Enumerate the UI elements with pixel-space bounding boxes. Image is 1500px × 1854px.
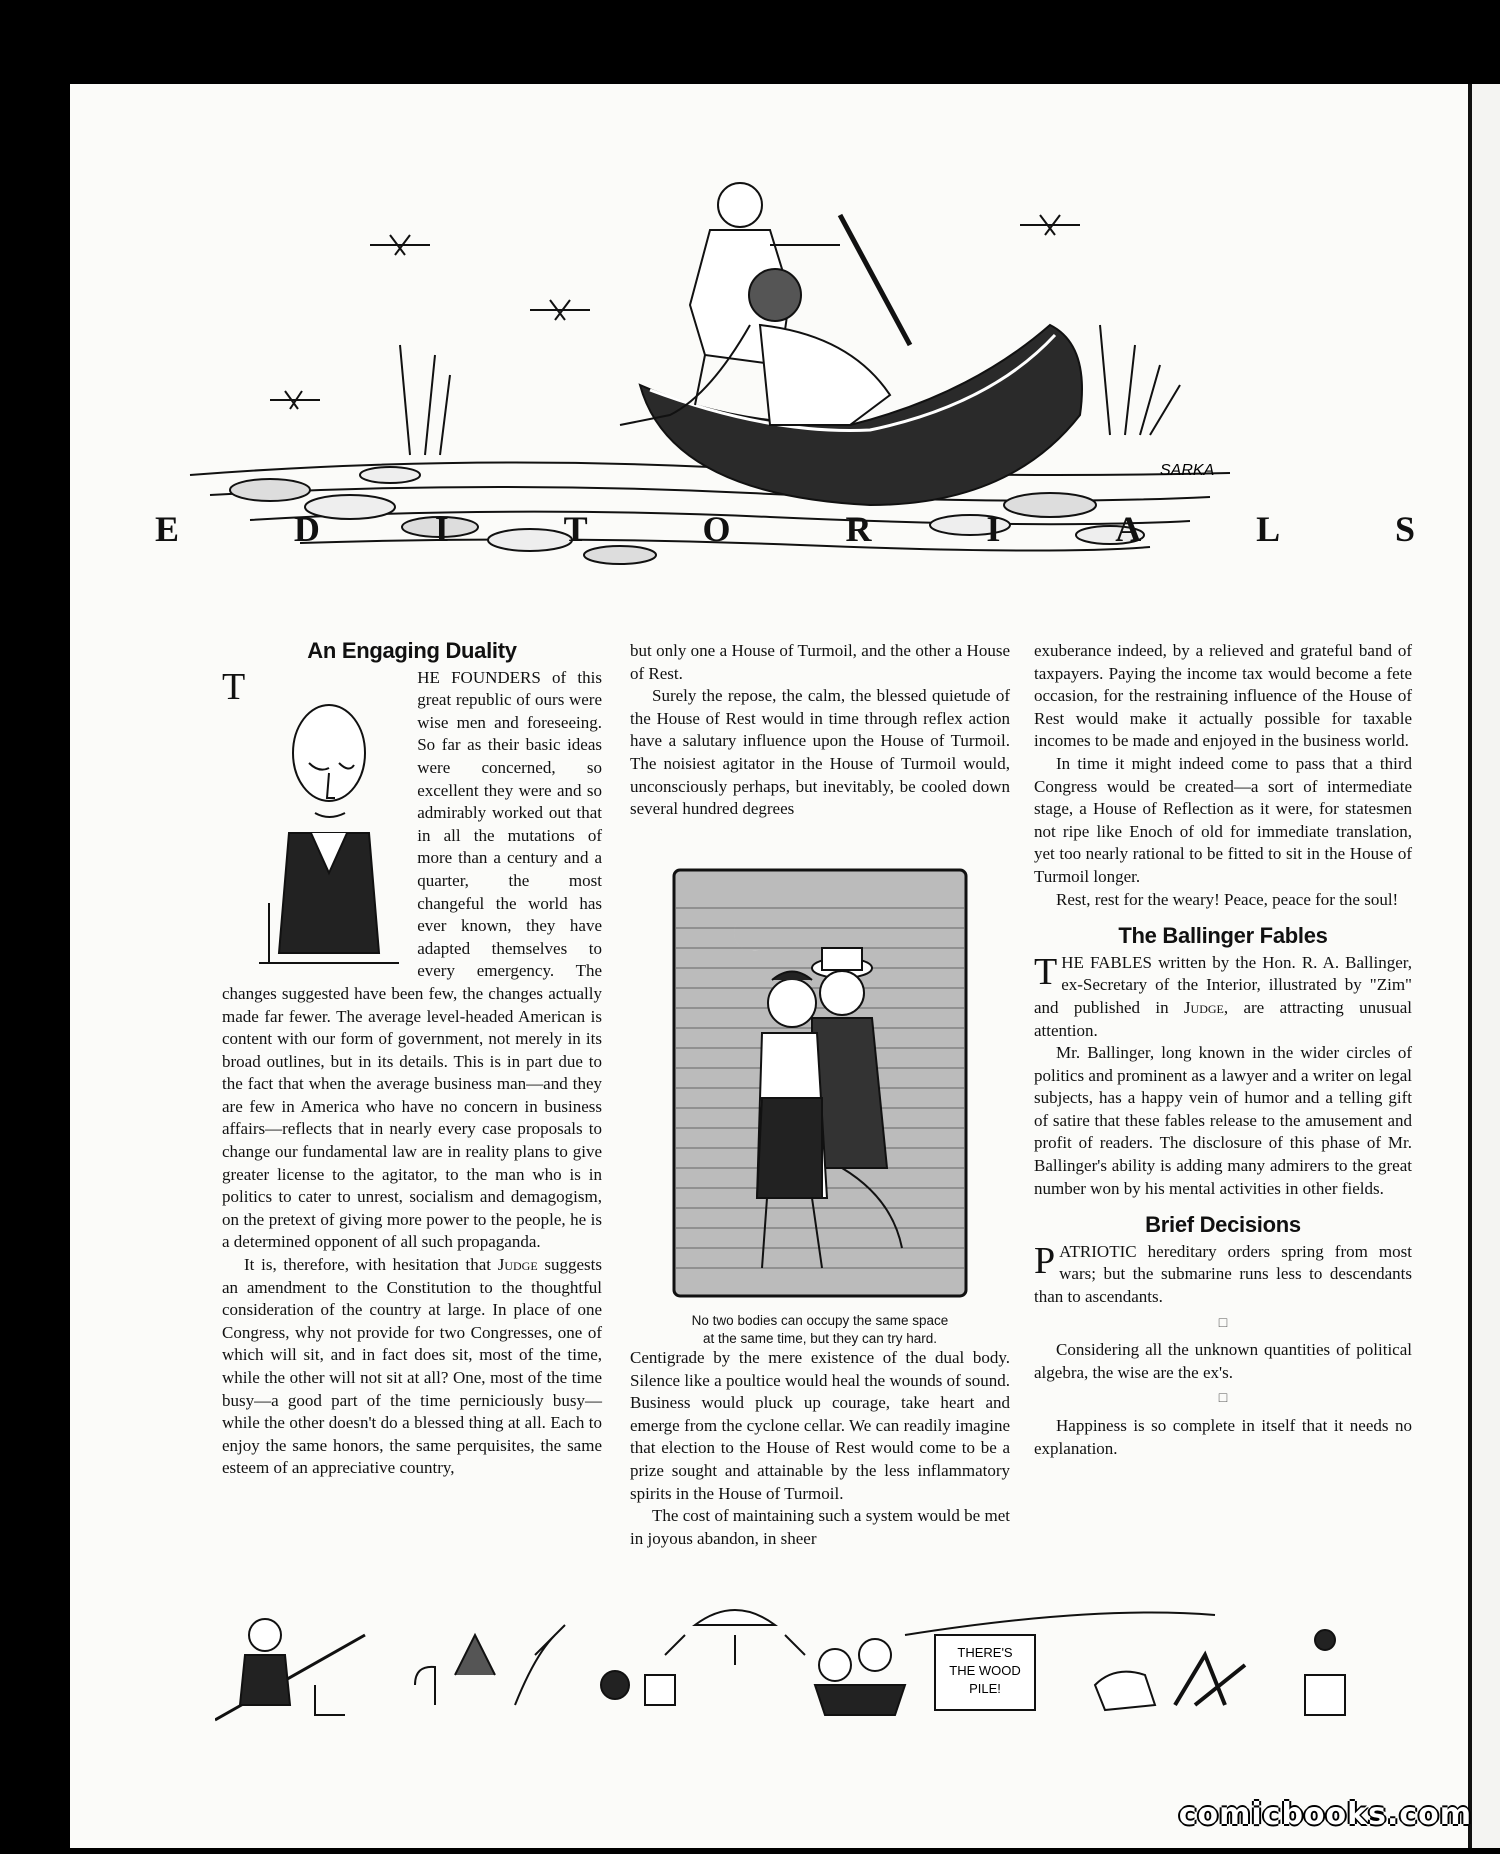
article-heading: The Ballinger Fables <box>1118 923 1328 949</box>
article-paragraph: Happiness is so complete in itself that it needs no explanation. <box>1034 1416 1412 1458</box>
paragraph-text: It is, therefore, with hesitation that <box>244 1255 498 1275</box>
masthead-letter: L <box>1256 509 1281 549</box>
article-paragraph: Rest, rest for the weary! Peace, peace for the soul! <box>1056 889 1399 909</box>
illustration-signature: SARKA <box>1160 462 1215 479</box>
publication-name: Judge <box>1183 997 1224 1017</box>
masthead-letter: D <box>293 509 320 549</box>
masthead-letter: I <box>986 509 1001 549</box>
article-paragraph <box>1034 1241 1412 1309</box>
masthead-letter: R <box>845 509 872 549</box>
paragraph-text: ATRIOTIC hereditary orders spring from most wars; but the submarine runs less to descendants than to ascendants. <box>1034 1241 1412 1307</box>
article-paragraph <box>222 1254 602 1480</box>
article-paragraph: but only one a House of Turmoil, and the other a House of Rest. <box>630 641 1010 683</box>
paragraph-text: HE FABLES written by the Hon. R. A. Ballinger, ex-Secretary of the Interior, illustrated by "Zim" and published in <box>1034 952 1412 1017</box>
caption-line: at the same time, but they can try hard. <box>702 1331 938 1346</box>
column-2-top <box>630 640 1010 821</box>
article-paragraph: In time it might indeed come to pass that a third Congress would be created—a sort of intermediate stage, a House of Reflection as it were, for statesmen not ripe like Enoch of old for immediate translation, yet too nearly rational to be fitted to sit in the House of Turmoil longer. <box>1034 753 1412 886</box>
strip-text: THERE'S <box>957 1645 1013 1660</box>
article-heading: Brief Decisions <box>1145 1212 1301 1238</box>
article-paragraph: Considering all the unknown quantities of political algebra, the wise are the ex's. <box>1034 1340 1412 1382</box>
drop-cap: T <box>1034 950 1058 993</box>
cartoon-caption <box>640 1312 1000 1348</box>
drop-cap: P <box>1034 1239 1056 1282</box>
bald-man-portrait-illustration <box>249 673 409 973</box>
editorials-masthead <box>155 508 1415 550</box>
strip-text: THE WOOD <box>949 1663 1021 1678</box>
article-paragraph: exuberance indeed, by a relieved and grateful band of taxpayers. Paying the income tax would become a fete occasion, for the restraining influence of the House of Rest would make it actually possible for taxable incomes to be made and enjoyed in the business world. <box>1034 641 1412 751</box>
article-paragraph: Surely the repose, the calm, the blessed quietude of the House of Rest would in time through reflex action have a salutary influence upon the House of Turmoil. The noisiest agitator in the House of Turmoil would, unconsciously perhaps, but inevitably, be cooled down several hundred degrees <box>630 686 1010 819</box>
column-3 <box>1034 640 1412 1460</box>
masthead-letter: T <box>563 509 588 549</box>
facing-page-edge <box>1468 84 1500 1848</box>
strip-text: PILE! <box>969 1681 1001 1696</box>
masthead-letter: E <box>155 509 180 549</box>
separator-box: □ <box>1218 1315 1228 1331</box>
publication-name: Judge <box>497 1255 538 1275</box>
site-watermark: comicbooks.com <box>1178 1797 1472 1832</box>
article-paragraph: The cost of maintaining such a system would be met in joyous abandon, in sheer <box>630 1506 1010 1548</box>
article-heading: An Engaging Duality <box>307 638 517 663</box>
article-paragraph: Centigrade by the mere existence of the dual body. Silence like a poultice would heal the wounds of sound. Business would pluck up courage, take heart and emerge from the cyclone cellar. We can readily imagine that election to the House of Rest would come to be a prize sought and attainable by the less inflammatory spirits in the House of Turmoil. <box>630 1348 1010 1503</box>
drop-cap: T <box>222 665 246 708</box>
couple-hugging-cartoon <box>672 868 968 1298</box>
bottom-cartoon-strip <box>215 1595 1410 1725</box>
paragraph-text: , are attracting unusual attention. <box>1034 997 1412 1040</box>
column-2-bottom <box>630 1347 1010 1550</box>
caption-line: No two bodies can occupy the same space <box>691 1313 949 1328</box>
article-paragraph <box>222 667 602 1254</box>
article-paragraph: Mr. Ballinger, long known in the wider circles of politics and prominent as a lawyer and a writer on legal subjects, has a happy vein of humor and a telling gift of satire that these fables release to the amusement and profit of readers. The disclosure of this phase of Mr. Ballinger's ability is adding many admirers to the great number won by his mental activities in other fields. <box>1034 1043 1412 1198</box>
masthead-letter: A <box>1115 509 1142 549</box>
masthead-letter: I <box>434 509 449 549</box>
article-paragraph <box>1034 952 1412 1042</box>
column-1 <box>222 640 602 1480</box>
separator-box: □ <box>1218 1391 1228 1407</box>
paragraph-text: suggests an amendment to the Constitution to the thoughtful consideration of the country at large. In place of one Congress, why not provide for two Congresses, one of which will sit, and in fact does sit, most of the time, while the other will not sit at all? One, most of the time busy—a good part of the time perniciously busy—while the other doesn't do a blessed thing at all. Each to enjoy the same honors, the same perquisites, the same esteem of an appreciative country, <box>222 1255 602 1478</box>
paragraph-text: HE FOUNDERS of this great republic of ours were wise men and foreseeing. So far as their basic ideas were concerned, so excellent they were and so admirably worked out that in all the mutations of more than a century and a quarter, the most changeful the world has ever known, they have adapted themselves to every emergency. The changes suggested have been few, the changes actually made far fewer. The average level-headed American is content with our form of government, not merely in its broad outlines, but in its details. This is in part due to the fact that when the average business man—and they are few in America who have no concern in business affairs—reflects that in nearly every case proposals to change our fundamental law are in reality plans to give greater license to the agitator, to the man who is in politics to cater to unrest, socialism and demagogism, on the pretext of giving more power to the people, he is a determined opponent of all such propaganda. <box>222 667 602 1252</box>
masthead-letter: S <box>1394 509 1415 549</box>
masthead-letter: O <box>702 509 731 549</box>
